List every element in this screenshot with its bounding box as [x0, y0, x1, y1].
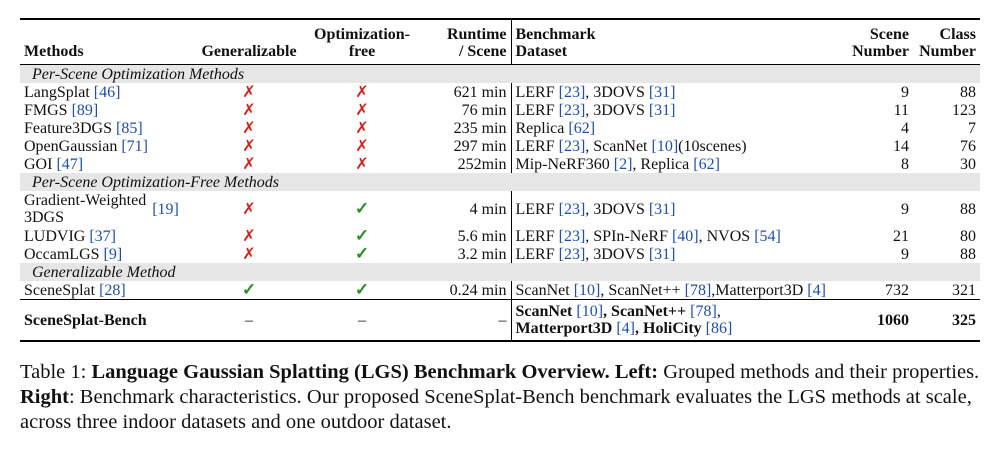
dataset-cell	[511, 281, 831, 300]
citation-ref: [62]	[568, 119, 596, 137]
scene-number-cell: 732	[885, 281, 909, 299]
bench-row	[20, 300, 980, 342]
class-number-cell: 30	[960, 155, 976, 173]
citation-ref: [19]	[152, 200, 179, 218]
cross-icon: ✗	[242, 227, 256, 245]
method-name-cell	[20, 119, 190, 137]
caption-segment: Left:	[614, 361, 659, 383]
method-name: Feature3DGS	[24, 119, 112, 137]
text-segment: ,Matterport3D	[711, 281, 808, 299]
generalizable-cell	[190, 101, 308, 119]
header-optimization-free-line1: Optimization-	[314, 26, 410, 43]
optimization-free-cell	[308, 101, 416, 119]
method-name-cell	[20, 281, 190, 300]
text-segment: , ScanNet++	[603, 303, 691, 320]
group-row	[20, 173, 980, 191]
bench-runtime: –	[498, 311, 507, 329]
dataset-cell	[511, 245, 831, 263]
method-name: OpenGaussian	[24, 137, 118, 155]
header-scene-line1: Scene	[869, 26, 909, 43]
runtime-cell: 3.2 min	[457, 245, 507, 263]
text-segment: , Replica	[632, 155, 694, 173]
citation-ref: [78]	[690, 303, 717, 320]
optimization-free-cell	[308, 83, 416, 101]
cross-icon: ✗	[355, 137, 369, 155]
generalizable-cell	[190, 191, 308, 227]
text-segment: ,	[716, 303, 721, 320]
method-name-cell	[20, 227, 190, 245]
optimization-free-cell	[308, 137, 416, 155]
class-number-cell: 76	[960, 137, 976, 155]
text-segment: Matterport3D	[515, 320, 617, 337]
method-name: SceneSplat	[24, 281, 96, 299]
caption-segment: Grouped methods and their properties.	[658, 361, 980, 383]
check-icon: ✓	[354, 199, 370, 218]
scene-number-cell: 9	[901, 83, 909, 101]
text-segment: , SPIn-NeRF	[585, 227, 672, 245]
group-row	[20, 65, 980, 84]
cross-icon: ✗	[242, 245, 256, 263]
method-name-cell	[20, 245, 190, 263]
bench-optimization-free: –	[358, 311, 366, 329]
text-segment: Replica	[515, 119, 569, 137]
class-number-cell: 123	[952, 101, 976, 119]
scene-number-cell: 11	[893, 101, 909, 119]
citation-ref: [23]	[558, 83, 586, 101]
text-segment: LERF	[515, 137, 559, 155]
table-row	[20, 155, 980, 173]
header-benchmark-line1: Benchmark	[515, 26, 596, 43]
text-segment: , ScanNet	[585, 137, 652, 155]
cross-icon: ✗	[242, 119, 256, 137]
cross-icon: ✗	[242, 83, 256, 101]
table-row	[20, 227, 980, 245]
cross-icon: ✗	[242, 101, 256, 119]
method-name-cell	[20, 155, 190, 173]
citation-ref: [62]	[693, 155, 720, 173]
runtime-cell: 4 min	[469, 200, 507, 218]
citation-ref: [89]	[67, 101, 99, 119]
header-optimization-free-line2: free	[348, 43, 376, 60]
group-title: Generalizable Method	[20, 263, 980, 281]
text-segment: , 3DOVS	[585, 83, 649, 101]
text-segment: , 3DOVS	[585, 200, 649, 218]
citation-ref: [23]	[558, 200, 586, 218]
benchmark-table	[20, 18, 980, 342]
text-segment: ScanNet	[515, 303, 577, 320]
dataset-cell	[511, 83, 831, 101]
cross-icon: ✗	[355, 119, 369, 137]
method-name-cell	[20, 191, 190, 227]
citation-ref: [46]	[89, 83, 121, 101]
dataset-cell	[511, 155, 831, 173]
scene-number-cell: 9	[901, 245, 909, 263]
scene-number-cell: 8	[901, 155, 909, 173]
optimization-free-cell	[308, 281, 416, 300]
optimization-free-cell	[308, 155, 416, 173]
table-row	[20, 101, 980, 119]
table-row	[20, 191, 980, 227]
check-icon: ✓	[354, 280, 370, 299]
header-row	[20, 19, 980, 65]
runtime-cell: 76 min	[461, 101, 507, 119]
header-runtime-line1: Runtime	[446, 26, 507, 43]
bench-name: SceneSplat-Bench	[24, 311, 147, 329]
dataset-cell	[511, 191, 831, 227]
method-name: LUDVIG	[24, 227, 86, 245]
generalizable-cell	[190, 281, 308, 300]
text-segment: LERF	[515, 245, 559, 263]
method-name-cell	[20, 137, 190, 155]
table-row	[20, 245, 980, 263]
text-segment: ScanNet	[515, 281, 574, 299]
runtime-cell: 297 min	[453, 137, 507, 155]
method-name: Gradient-Weighted	[24, 192, 147, 209]
cross-icon: ✗	[355, 155, 369, 173]
dataset-cell	[511, 137, 831, 155]
class-number-cell: 88	[960, 200, 976, 218]
cross-icon: ✗	[355, 83, 369, 101]
citation-ref: [31]	[648, 83, 676, 101]
citation-ref: [40]	[671, 227, 699, 245]
optimization-free-cell	[308, 245, 416, 263]
runtime-cell: 0.24 min	[449, 281, 507, 299]
dataset-cell	[511, 101, 831, 119]
citation-ref: [71]	[117, 137, 148, 155]
check-icon: ✓	[241, 280, 257, 299]
generalizable-cell	[190, 227, 308, 245]
citation-ref: [31]	[648, 200, 676, 218]
text-segment: , HoliCity	[635, 320, 706, 337]
citation-ref: [47]	[52, 155, 84, 173]
text-segment: (10scenes)	[678, 137, 747, 155]
scene-number-cell: 9	[901, 200, 909, 218]
caption-segment: Table 1:	[20, 361, 92, 383]
citation-ref: [2]	[613, 155, 633, 173]
optimization-free-cell	[308, 227, 416, 245]
scene-number-cell: 21	[893, 227, 909, 245]
scene-number-cell: 4	[901, 119, 909, 137]
citation-ref: [23]	[558, 101, 586, 119]
citation-ref: [23]	[558, 227, 586, 245]
class-number-cell: 7	[968, 119, 976, 137]
text-segment: , 3DOVS	[585, 245, 649, 263]
header-class-line2: Number	[919, 43, 976, 60]
citation-ref: [4]	[616, 320, 635, 337]
cross-icon: ✗	[355, 101, 369, 119]
optimization-free-cell	[308, 191, 416, 227]
runtime-cell: 252min	[457, 155, 507, 173]
citation-ref: [10]	[651, 137, 679, 155]
cross-icon: ✗	[242, 155, 256, 173]
citation-ref: [10]	[576, 303, 604, 320]
runtime-cell: 5.6 min	[457, 227, 507, 245]
citation-ref: [86]	[705, 320, 733, 337]
generalizable-cell	[190, 137, 308, 155]
citation-ref: [54]	[754, 227, 781, 245]
citation-ref: [28]	[95, 281, 126, 299]
citation-ref: [10]	[573, 281, 601, 299]
header-class-line1: Class	[939, 26, 976, 43]
header-benchmark-line2: Dataset	[515, 43, 568, 60]
class-number-cell: 88	[960, 83, 976, 101]
header-generalizable: Generalizable	[201, 43, 297, 60]
citation-ref: [23]	[558, 137, 586, 155]
citation-ref: [37]	[85, 227, 116, 245]
bench-generalizable: –	[245, 311, 253, 329]
caption-segment: Right	[20, 386, 69, 408]
bench-scene-number: 1060	[877, 311, 909, 329]
bench-datasets-line1	[516, 303, 828, 320]
table-body	[20, 65, 980, 342]
citation-ref: [9]	[99, 245, 123, 263]
citation-ref: [78]	[684, 281, 712, 299]
header-methods: Methods	[24, 43, 84, 60]
citation-ref: [31]	[648, 101, 676, 119]
check-icon: ✓	[354, 244, 370, 263]
method-name: GOI	[24, 155, 53, 173]
generalizable-cell	[190, 83, 308, 101]
citation-ref: [31]	[648, 245, 676, 263]
text-segment: Mip-NeRF360	[515, 155, 614, 173]
table-row	[20, 281, 980, 300]
runtime-cell: 621 min	[453, 83, 507, 101]
text-segment: , ScanNet++	[600, 281, 685, 299]
group-title: Per-Scene Optimization-Free Methods	[20, 173, 980, 191]
runtime-cell: 235 min	[453, 119, 507, 137]
bench-class-number: 325	[952, 311, 976, 329]
check-icon: ✓	[354, 226, 370, 245]
method-name-cell	[20, 83, 190, 101]
scene-number-cell: 14	[893, 137, 909, 155]
class-number-cell: 321	[952, 281, 976, 299]
bench-datasets-line2	[516, 320, 828, 337]
text-segment: LERF	[515, 200, 559, 218]
cross-icon: ✗	[242, 137, 256, 155]
caption-segment: Language Gaussian Splatting (LGS) Benchmark Overview.	[91, 361, 610, 383]
citation-ref: [4]	[807, 281, 826, 299]
method-name: OccamLGS	[24, 245, 100, 263]
class-number-cell: 88	[960, 245, 976, 263]
citation-ref: [23]	[558, 245, 586, 263]
group-row	[20, 263, 980, 281]
text-segment: LERF	[515, 83, 559, 101]
table-row	[20, 83, 980, 101]
table-row	[20, 137, 980, 155]
generalizable-cell	[190, 245, 308, 263]
method-name-line2: 3DGS	[24, 209, 65, 226]
table-caption	[20, 360, 985, 435]
dataset-cell	[511, 119, 831, 137]
group-title: Per-Scene Optimization Methods	[20, 65, 980, 84]
method-name-cell	[20, 101, 190, 119]
method-name: LangSplat	[24, 83, 90, 101]
method-name: FMGS	[24, 101, 68, 119]
header-scene-line2: Number	[852, 43, 909, 60]
text-segment: , 3DOVS	[585, 101, 649, 119]
generalizable-cell	[190, 119, 308, 137]
text-segment: LERF	[515, 101, 559, 119]
dataset-cell	[511, 227, 831, 245]
bench-datasets	[511, 300, 831, 342]
generalizable-cell	[190, 155, 308, 173]
table-row	[20, 119, 980, 137]
caption-segment: : Benchmark characteristics. Our proposed SceneSplat-Bench benchmark evaluates the LGS methods at scale, across three indoor datasets and one outdoor dataset.	[20, 386, 972, 433]
optimization-free-cell	[308, 119, 416, 137]
cross-icon: ✗	[242, 200, 256, 218]
text-segment: LERF	[515, 227, 559, 245]
class-number-cell: 80	[960, 227, 976, 245]
text-segment: , NVOS	[698, 227, 755, 245]
header-runtime-line2: / Scene	[458, 43, 507, 60]
citation-ref: [85]	[111, 119, 143, 137]
